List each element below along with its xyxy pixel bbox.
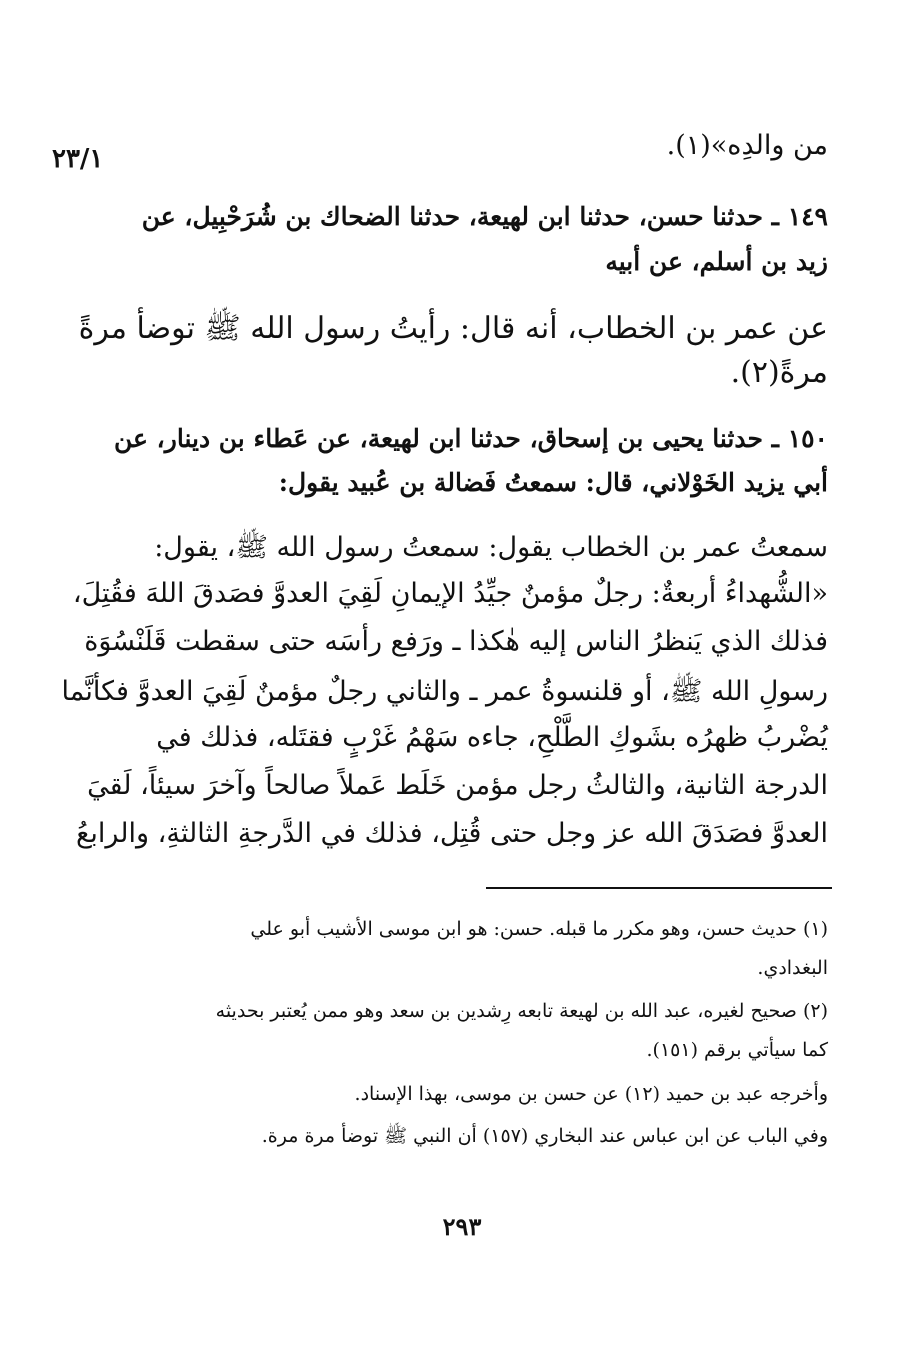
hadith-text-line: «الشُّهداءُ أربعةٌ: رجلٌ مؤمنٌ جيِّدُ الإيمانِ لَقِيَ العدوَّ فصَدقَ اللهَ فقُتِلَ، (72, 578, 828, 609)
hadith-text-line: فذلك الذي يَنظرُ الناس إليه هٰكذا ـ ورَفع رأسَه حتى سقطت قَلَنْسُوَة (84, 626, 828, 657)
hadith-chain-line: زيد بن أسلم، عن أبيه (605, 247, 828, 276)
hadith-text-line: الدرجة الثانية، والثالثُ رجل مؤمن خَلَط عَملاً صالحاً وآخرَ سيئاً، لَقيَ (87, 770, 828, 801)
footnote-divider (486, 887, 832, 889)
footnote-line: وأخرجه عبد بن حميد (١٢) عن حسن بن موسى، بهذا الإسناد. (354, 1083, 828, 1105)
footnote-line: كما سيأتي برقم (١٥١). (646, 1039, 828, 1061)
hadith-text-line: سمعتُ عمر بن الخطاب يقول: سمعتُ رسول الله ﷺ، يقول: (154, 532, 828, 563)
footnote-line: (٢) صحيح لغيره، عبد الله بن لهيعة تابعه رِشدين بن سعد وهو ممن يُعتبر بحديثه (215, 1000, 828, 1022)
hadith-text-line: مرةً(٢). (730, 355, 828, 390)
footnote-line: (١) حديث حسن، وهو مكرر ما قبله. حسن: هو ابن موسى الأشيب أبو علي (250, 918, 828, 940)
hadith-chain-line: ١٥٠ ـ حدثنا يحيى بن إسحاق، حدثنا ابن لهيعة، عن عَطاء بن دينار، عن (114, 424, 828, 453)
volume-reference: ٢٣/١ (52, 144, 104, 174)
footnote-line: البغدادي. (757, 957, 828, 979)
text-line: من والدِه»(١). (666, 130, 828, 161)
footnote-line: وفي الباب عن ابن عباس عند البخاري (١٥٧) أن النبي ﷺ توضأ مرة مرة. (261, 1125, 828, 1147)
hadith-chain-line: أبي يزيد الخَوْلاني، قال: سمعتُ فَضالة بن عُبيد يقول: (278, 468, 828, 497)
hadith-text-line: يُضْربُ ظهرُه بشَوكِ الطَّلْحِ، جاءه سَهْمُ غَرْبٍ فقتَله، فذلك في (156, 722, 828, 753)
hadith-text-line: العدوَّ فصَدَقَ الله عز وجل حتى قُتِل، فذلك في الدَّرجةِ الثالثةِ، والرابعُ (76, 818, 828, 849)
hadith-chain-line: ١٤٩ ـ حدثنا حسن، حدثنا ابن لهيعة، حدثنا الضحاك بن شُرَحْبِيل، عن (141, 202, 828, 231)
page-number: ٢٩٣ (442, 1212, 482, 1241)
hadith-text-line: عن عمر بن الخطاب، أنه قال: رأيتُ رسول الله ﷺ توضأ مرةً (78, 311, 828, 346)
hadith-text-line: رسولِ الله ﷺ، أو قلنسوةُ عمر ـ والثاني رجلٌ مؤمنٌ لَقِيَ العدوَّ فكأنَّما (61, 676, 828, 707)
